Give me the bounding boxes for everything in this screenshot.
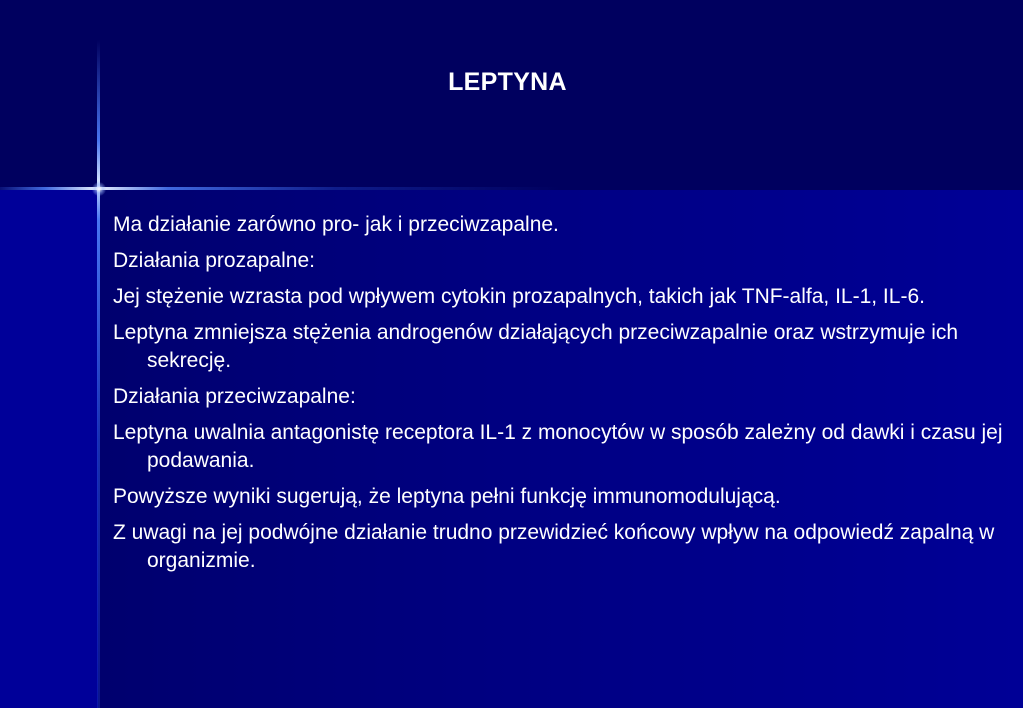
star-flare-icon xyxy=(92,182,106,196)
paragraph-intro: Ma działanie zarówno pro- jak i przeciwzapalne. xyxy=(113,213,559,236)
vertical-glow-line-decoration xyxy=(97,40,100,708)
paragraph-cytokine-effect: Jej stężenie wzrasta pod wpływem cytokin prozapalnych, takich jak TNF-alfa, IL-1, IL-6. xyxy=(113,285,925,308)
left-strip-background xyxy=(0,190,98,708)
paragraph-conclusion: Z uwagi na jej podwójne działanie trudno przewidzieć końcowy wpływ na odpowiedź zapalną w organizmie. xyxy=(113,521,995,572)
paragraph-androgen-effect: Leptyna zmniejsza stężenia androgenów działających przeciwzapalnie oraz wstrzymuje ich sekrecję. xyxy=(113,321,959,372)
horizontal-glow-line-decoration xyxy=(0,187,560,190)
paragraph-proinflammatory-heading: Działania prozapalne: xyxy=(113,249,315,272)
paragraph-immunomodulation: Powyższe wyniki sugerują, że leptyna pełni funkcję immunomodulującą. xyxy=(113,485,781,508)
slide-body xyxy=(113,211,1013,583)
paragraph-antiinflammatory-heading: Działania przeciwzapalne: xyxy=(113,385,356,408)
paragraph-il1-antagonist: Leptyna uwalnia antagonistę receptora IL-1 z monocytów w sposób zależny od dawki i czasu jej podawania. xyxy=(113,421,1003,472)
slide-title: LEPTYNA xyxy=(448,68,567,96)
